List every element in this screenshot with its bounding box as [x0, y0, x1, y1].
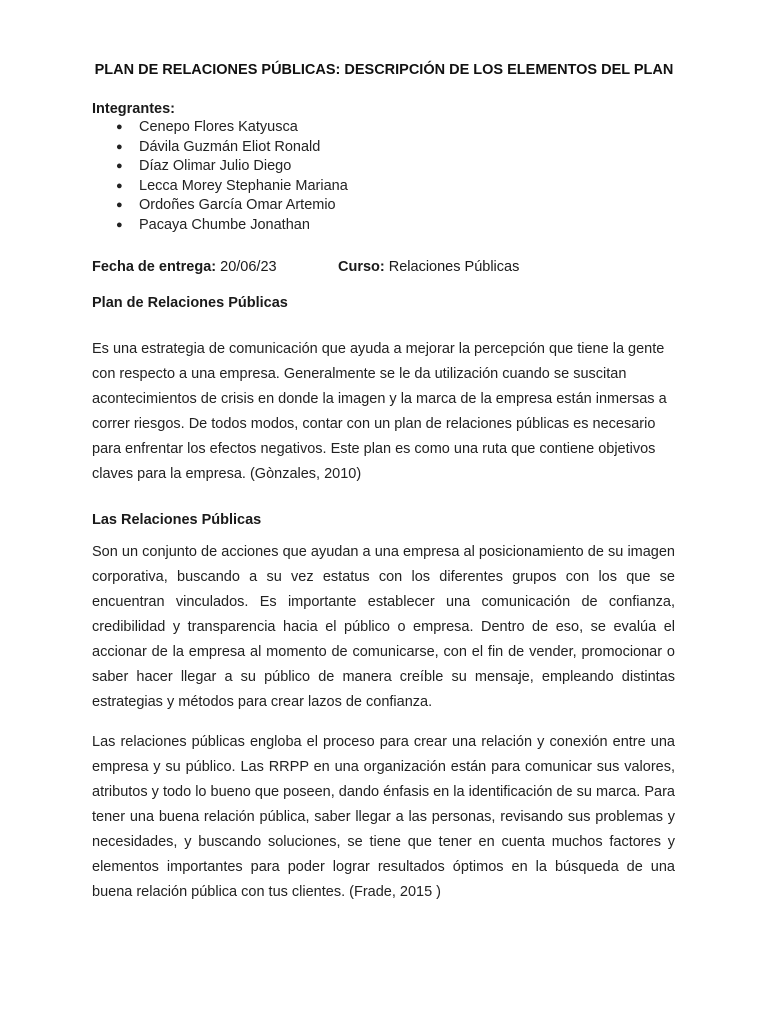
member-item: [92, 216, 348, 236]
course-line: [338, 257, 519, 277]
bullet-icon: ●: [116, 140, 123, 153]
member-item: [92, 177, 348, 197]
member-name: Dávila Guzmán Eliot Ronald: [139, 138, 321, 155]
member-name: Pacaya Chumbe Jonathan: [139, 216, 310, 233]
bullet-icon: ●: [116, 218, 123, 231]
delivery-date-label: Fecha de entrega:: [92, 259, 217, 275]
section-heading-relaciones: Las Relaciones Públicas: [92, 512, 262, 528]
bullet-icon: ●: [116, 179, 123, 192]
member-item: [92, 196, 348, 216]
document-title: PLAN DE RELACIONES PÚBLICAS: DESCRIPCIÓN DE LOS ELEMENTOS DEL PLAN: [94, 62, 674, 78]
bullet-icon: ●: [116, 160, 123, 172]
member-name: Lecca Morey Stephanie Mariana: [139, 177, 348, 194]
bullet-icon: ●: [116, 199, 123, 211]
section-heading-plan: Plan de Relaciones Públicas: [92, 295, 288, 311]
member-item: [92, 157, 348, 177]
members-label: Integrantes:: [92, 101, 175, 117]
paragraph-relaciones-2: Las relaciones públicas engloba el proceso para crear una relación y conexión entre una empresa y su público. Las RRPP en una organización están para comunicar sus valores, atributos y todo lo bueno que poseen, dando énfasis en la identificación de su marca. Para tener una buena relación pública, saber llegar a las personas, revisando sus problemas y necesidades, y buscando soluciones, se tiene que tener en cuenta muchos factores y elementos importantes para poder lograr resultados óptimos en la búsqueda de una buena relación pública con tus clientes. (Frade, 2015 ): [92, 734, 675, 900]
bullet-icon: ●: [116, 121, 123, 133]
member-name: Díaz Olimar Julio Diego: [139, 158, 292, 174]
members-list: [92, 118, 348, 235]
paragraph-relaciones-1: Son un conjunto de acciones que ayudan a una empresa al posicionamiento de su imagen corporativa, buscando a su vez estatus con los diferentes grupos con los que se encuentran vinculados. Es importante establecer una comunicación de confianza, credibilidad y transparencia hacia el público o empresa. Dentro de eso, se evalúa el accionar de la empresa al momento de comunicarse, con el fin de vender, promocionar o saber hacer llegar a su público de manera creíble su mensaje, empleando distintas estrategias y métodos para crear lazos de confianza.: [92, 544, 675, 710]
delivery-date-value: 20/06/23: [220, 259, 277, 275]
member-item: [92, 138, 348, 158]
delivery-date-line: [92, 257, 277, 277]
course-value: Relaciones Públicas: [388, 259, 520, 275]
member-item: [92, 118, 348, 138]
course-label: Curso:: [338, 259, 385, 275]
member-name: Ordoñes García Omar Artemio: [139, 197, 336, 213]
paragraph-plan: Es una estrategia de comunicación que ayuda a mejorar la percepción que tiene la gente con respecto a una empresa. Generalmente se le da utilización cuando se suscitan acontecimientos de crisis en donde la imagen y la marca de la empresa están inmersas a correr riesgos. De todos modos, contar con un plan de relaciones públicas es necesario para enfrentar los efectos negativos. Este plan es como una ruta que contiene objetivos claves para la empresa. (Gònzales, 2010): [92, 341, 667, 482]
member-name: Cenepo Flores Katyusca: [139, 119, 298, 135]
